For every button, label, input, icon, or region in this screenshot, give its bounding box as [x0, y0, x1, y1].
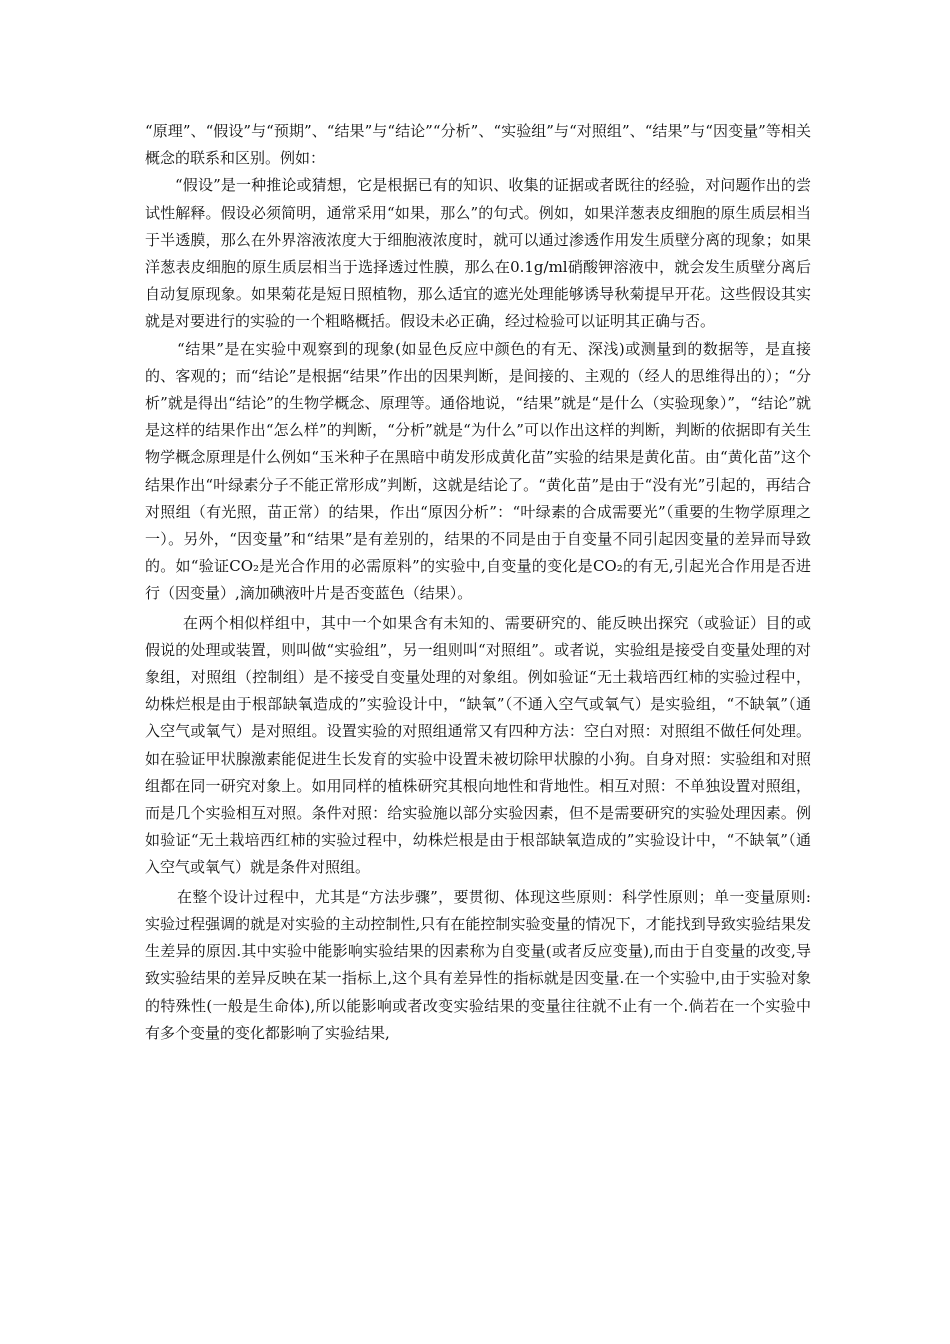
paragraph-hypothesis: “假设”是一种推论或猜想，它是根据已有的知识、收集的证据或者既往的经验，对问题作出的尝试性解释。假设必须简明，通常采用“如果，那么”的句式。例如，如果洋葱表皮细胞的原生质层相当于半透膜，那么在外界溶液浓度大于细胞液浓度时，就可以通过渗透作用发生质壁分离的现象；如果洋葱表皮细胞的原生质层相当于选择透过性膜，那么在0.1g/ml硝酸钾溶液中，就会发生质壁分离后自动复原现象。如果菊花是短日照植物，那么适宜的遮光处理能够诱导秋菊提早开花。这些假设其实就是对要进行的实验的一个粗略概括。假设未必正确，经过检验可以证明其正确与否。	[145, 176, 811, 331]
document-body	[145, 118, 811, 1047]
paragraph-concepts-intro: “原理”、“假设”与“预期”、“结果”与“结论”“分析”、“实验组”与“对照组”、“结果”与“因变量”等相关概念的联系和区别。例如：	[145, 122, 811, 168]
paragraph-result-conclusion: “结果”是在实验中观察到的现象(如显色反应中颜色的有无、深浅)或测量到的数据等，是直接的、客观的；而“结论”是根据“结果”作出的因果判断，是间接的、主观的（经人的思维得出的）；“分析”就是得出“结论”的生物学概念、原理等。通俗地说，“结果”就是“是什么（实验现象）”，“结论”就是这样的结果作出“怎么样”的判断，“分析”就是“为什么”可以作出这样的判断，判断的依据即有关生物学概念原理是什么例如“玉米种子在黑暗中萌发形成黄化苗”实验的结果是黄化苗。由“黄化苗”这个结果作出“叶绿素分子不能正常形成”判断，这就是结论了。“黄化苗”是由于“没有光”引起的，再结合对照组（有光照，苗正常）的结果，作出“原因分析”：“叶绿素的合成需要光”（重要的生物学原理之一）。另外，“因变量”和“结果”是有差别的，结果的不同是由于自变量不同引起因变量的差异而导致的。如“验证CO₂是光合作用的必需原料”的实验中,自变量的变化是CO₂的有无,引起光合作用是否进行（因变量）,滴加碘液叶片是否变蓝色（结果）。	[145, 339, 811, 603]
paragraph-experimental-control-group: 在两个相似样组中，其中一个如果含有未知的、需要研究的、能反映出探究（或验证）目的或假说的处理或装置，则叫做“实验组”，另一组则叫“对照组”。或者说，实验组是接受自变量处理的对象组，对照组（控制组）是不接受自变量处理的对象组。例如验证“无土栽培西红柿的实验过程中，幼株烂根是由于根部缺氧造成的”实验设计中，“缺氧”（不通入空气或氧气）是实验组，“不缺氧”（通入空气或氧气）是对照组。设置实验的对照组通常又有四种方法：空白对照：对照组不做任何处理。如在验证甲状腺激素能促进生长发育的实验中设置未被切除甲状腺的小狗。自身对照：实验组和对照组都在同一研究对象上。如用同样的植株研究其根向地性和背地性。相互对照：不单独设置对照组，而是几个实验相互对照。条件对照：给实验施以部分实验因素，但不是需要研究的实验处理因素。例如验证“无土栽培西红柿的实验过程中，幼株烂根是由于根部缺氧造成的”实验设计中，“不缺氧”（通入空气或氧气）就是条件对照组。	[145, 613, 811, 877]
paragraph-design-principles: 在整个设计过程中，尤其是“方法步骤”，要贯彻、体现这些原则：科学性原则；单一变量原则:实验过程强调的就是对实验的主动控制性,只有在能控制实验变量的情况下，才能找到导致实验结果发生差异的原因.其中实验中能影响实验结果的因素称为自变量(或者反应变量),而由于自变量的改变,导致实验结果的差异反映在某一指标上,这个具有差异性的指标就是因变量.在一个实验中,由于实验对象的特殊性(一般是生命体),所以能影响或者改变实验结果的变量往往就不止有一个.倘若在一个实验中有多个变量的变化都影响了实验结果,	[145, 887, 811, 1042]
